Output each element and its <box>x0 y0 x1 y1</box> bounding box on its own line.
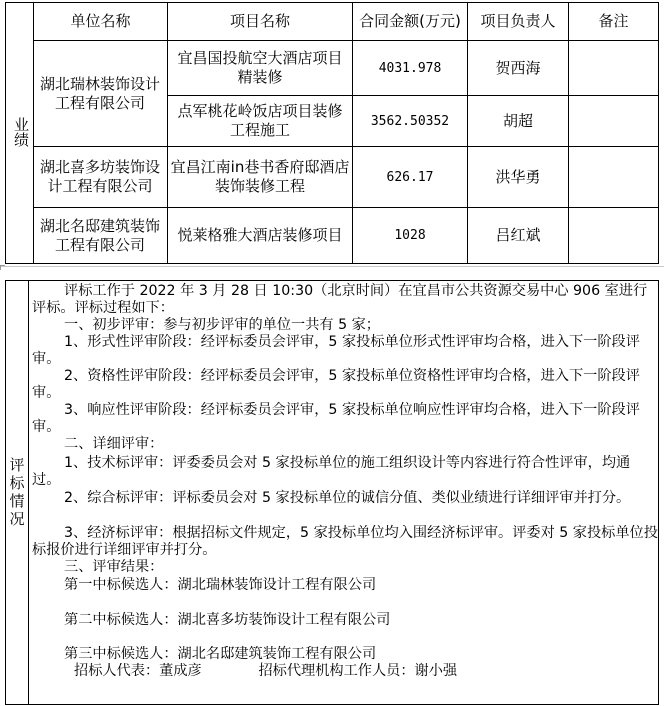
eval-paragraph: 3、响应性评审阶段：经评标委员会评审，5 家投标单位响应性评审均合格，进入下一阶段评审。 <box>32 402 640 435</box>
eval-paragraph: 1、技术标评审：评委委员会对 5 家投标单位的施工组织设计等内容进行符合性评审，均通过。 <box>32 455 631 488</box>
table-cell-remark <box>569 96 658 146</box>
table-cell-remark <box>569 208 658 263</box>
table-cell-manager: 洪华勇 <box>495 167 541 186</box>
header-amount: 合同金额(万元) <box>359 12 461 30</box>
header-project: 项目名称 <box>229 12 290 30</box>
page-corner-mark <box>0 265 5 270</box>
table-cell-project: 点军桃花岭饭店项目装修工程施工 <box>177 102 343 139</box>
candidate-third: 第三中标候选人：湖北名邸建筑装饰工程有限公司 <box>64 646 377 662</box>
table-cell-manager: 贺西海 <box>495 58 541 77</box>
table-cell-project: 宜昌国投航空大酒店项目精装修 <box>177 49 343 86</box>
eval-paragraph: 1、形式性评审阶段：经评标委员会评审，5 家投标单位形式性评审均合格，进入下一阶段评审。 <box>32 334 640 367</box>
eval-col-divider <box>28 280 29 705</box>
section-label-evaluation: 评标情况 <box>9 456 25 528</box>
header-remark: 备注 <box>598 12 629 30</box>
eval-border-bottom <box>5 704 659 705</box>
eval-intro: 评标工作于 2022 年 3 月 28 日 10:30（北京时间）在宜昌市公共资源交易中心 906 室进行评标。评标过程如下： <box>32 283 648 316</box>
table-border-bottom <box>5 263 659 264</box>
table-cell-project: 宜昌江南in巷书香府邸酒店装饰装修工程 <box>170 158 350 195</box>
table-cell-amount: 1028 <box>394 228 426 243</box>
table-border-right <box>658 2 659 264</box>
table-cell-remark <box>569 41 658 95</box>
table-cell-amount: 3562.50352 <box>370 113 450 129</box>
candidate-first: 第一中标候选人：湖北瑞林装饰设计工程有限公司 <box>64 577 377 593</box>
eval-paragraph: 3、经济标评审：根据招标文件规定，5 家投标单位均入围经济标评审。评委对 5 家投标单位投标报价进行详细评审并打分。 <box>32 525 658 558</box>
table-cell-manager: 吕红斌 <box>495 226 541 244</box>
eval-border-right <box>658 280 659 705</box>
table-cell-company: 湖北名邸建筑装饰工程有限公司 <box>39 216 160 254</box>
table-cell-amount: 626.17 <box>386 169 434 185</box>
page-break-line <box>0 266 664 267</box>
eval-paragraph: 三、评审结果： <box>64 559 164 575</box>
section-label-performance: 业绩 <box>12 117 30 147</box>
eval-paragraph: 二、详细评审： <box>64 436 164 452</box>
table-cell-company: 湖北瑞林装饰设计工程有限公司 <box>39 74 160 112</box>
table-border-left <box>5 2 6 264</box>
header-manager: 项目负责人 <box>480 12 556 30</box>
signatures: 招标人代表：董成彦 招标代理机构工作人员：谢小强 <box>74 663 458 679</box>
table-cell-amount: 4031.978 <box>378 60 442 76</box>
eval-paragraph: 2、资格性评审阶段：经评标委员会评审，5 家投标单位资格性评审均合格，进入下一阶段评审。 <box>32 368 640 401</box>
candidate-second: 第二中标候选人：湖北喜多坊装饰设计工程有限公司 <box>64 612 391 628</box>
table-cell-project: 悦莱格雅大酒店装修项目 <box>177 226 343 244</box>
eval-paragraph: 2、综合标评审：评标委员会对 5 家投标单位的诚信分值、类似业绩进行详细评审并打分。 <box>64 490 631 506</box>
table-col-divider <box>33 2 34 264</box>
table-cell-remark <box>569 147 658 207</box>
header-company: 单位名称 <box>70 12 131 30</box>
table-cell-company: 湖北喜多坊装饰设计工程有限公司 <box>39 158 160 195</box>
eval-border-top <box>5 280 659 281</box>
table-cell-manager: 胡超 <box>502 111 533 130</box>
eval-paragraph: 一、初步评审：参与初步评审的单位一共有 5 家； <box>64 317 380 333</box>
